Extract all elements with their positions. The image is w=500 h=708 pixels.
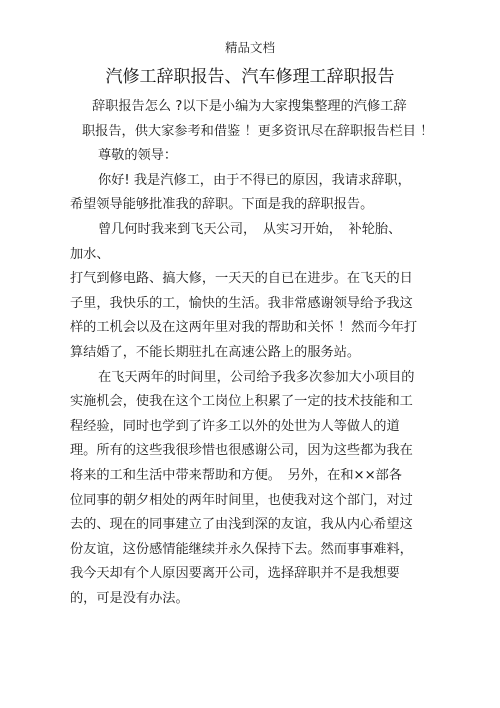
- intro-line: 职报告，供大家参考和借鉴 ！更多资讯尽在辞职报告栏目 ！: [82, 123, 434, 139]
- salutation: 尊敬的领导：: [98, 148, 178, 164]
- paragraph-line: 份友谊，这份感情能继续并永久保持下去。然而事事难料，: [70, 541, 413, 557]
- paragraph-line: 打气到修电路、搞大修，一天天的自已在进步。在飞天的日: [70, 271, 413, 287]
- document-body: [70, 95, 434, 611]
- intro-line: 辞职报告怎么 ?以下是小编为大家搜集整理的汽修工辞: [92, 99, 407, 114]
- paragraph-line: 样的工机会以及在这两年里对我的帮助和关怀 ！然而今年打: [70, 320, 418, 336]
- paragraph-line: 曾几何时我来到飞天公司， 从实习开始， 补轮胎、: [98, 221, 402, 237]
- paragraph-line: 你好! 我是汽修工，由于不得已的原因，我请求辞职，: [98, 172, 411, 188]
- paragraph-line: 理。所有的这些我很珍惜也很感谢公司，因为这些都为我在: [70, 443, 413, 459]
- paragraph-line: 希望领导能够批准我的辞职。下面是我的辞职报告。: [70, 197, 374, 213]
- document-title: 汽修工辞职报告、汽车修理工辞职报告: [105, 67, 395, 87]
- paragraph-line: 程经验，同时也学到了许多工以外的处世为人等做人的道: [70, 418, 400, 434]
- paragraph-line: 的，可是没有办法。: [70, 590, 189, 606]
- paragraph-line: 子里，我快乐的工，愉快的生活。我非常感谢领导给予我这: [70, 295, 413, 311]
- paragraph-line: 位同事的朝夕相处的两年时间里，也使我对这个部门，对过: [70, 492, 413, 508]
- paragraph-line: 将来的工和生活中带来帮助和方便。 另外，在和××部各: [70, 467, 402, 483]
- paragraph-line: 去的、现在的同事建立了由浅到深的友谊，我从内心希望这: [70, 517, 413, 533]
- paragraph-line: 加水、: [70, 246, 110, 262]
- paragraph-line: 实施机会，使我在这个工岗位上积累了一定的技术技能和工: [70, 394, 413, 410]
- paragraph-line: 算结婚了，不能长期驻扎在高速公路上的服务站。: [70, 344, 361, 360]
- page-header: 精品文档: [224, 40, 275, 55]
- paragraph-line: 在飞天两年的时间里，公司给予我多次参加大小项目的: [98, 369, 415, 385]
- paragraph-line: 我今天却有个人原因要离开公司，选择辞职并不是我想要: [70, 566, 400, 582]
